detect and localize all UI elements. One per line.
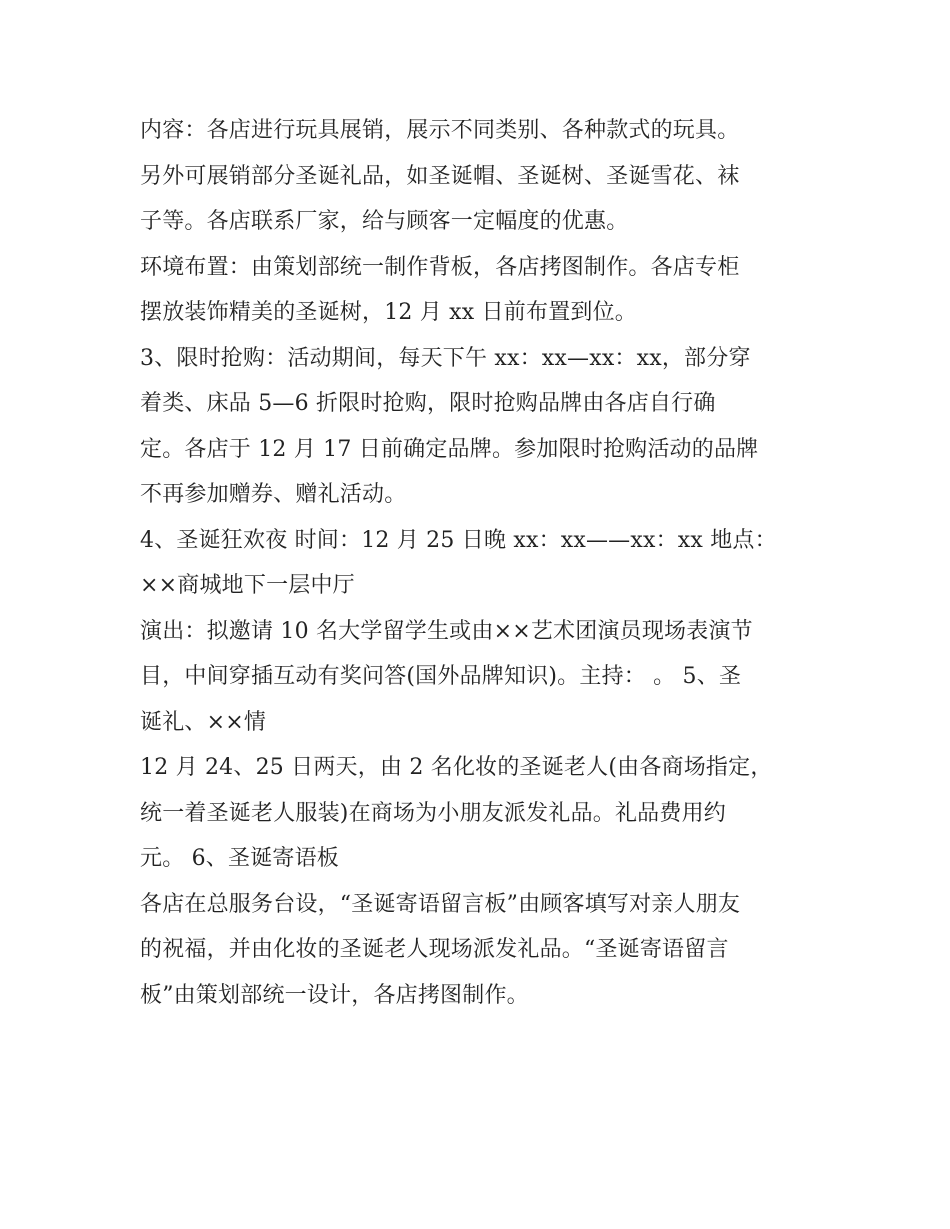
text-line: 元。 6、圣诞寄语板 [140, 846, 339, 871]
document-body [140, 108, 830, 1018]
text-line: 子等。各店联系厂家，给与顾客一定幅度的优惠。 [140, 209, 629, 234]
text-line: 演出：拟邀请 10 名大学留学生或由××艺术团演员现场表演节 [140, 618, 753, 644]
text-line: 12 月 24、25 日两天，由 2 名化妆的圣诞老人(由各商场指定， [140, 755, 773, 780]
text-line: 内容：各店进行玩具展销，展示不同类别、各种款式的玩具。 [140, 118, 740, 143]
text-line: 统一着圣诞老人服装)在商场为小朋友派发礼品。礼品费用约 [140, 800, 726, 826]
text-line: 另外可展销部分圣诞礼品，如圣诞帽、圣诞树、圣诞雪花、袜 [140, 163, 740, 189]
text-line: 板”由策划部统一设计，各店拷图制作。 [140, 982, 529, 1008]
text-line: 环境布置：由策划部统一制作背板，各店拷图制作。各店专柜 [140, 254, 740, 280]
text-line: 目，中间穿插互动有奖问答(国外品牌知识)。主持： 。 5、圣 [140, 664, 742, 689]
text-line: 4、圣诞狂欢夜 时间：12 月 25 日晚 xx：xx——xx：xx 地点： [140, 527, 777, 553]
text-line: 各店在总服务台设，“圣诞寄语留言板”由顾客填写对亲人朋友 [140, 891, 741, 917]
text-line: 诞礼、××情 [140, 709, 267, 735]
text-line: ××商城地下一层中厅 [140, 573, 355, 598]
text-line: 摆放装饰精美的圣诞树，12 月 xx 日前布置到位。 [140, 300, 637, 325]
text-line: 3、限时抢购：活动期间，每天下午 xx：xx—xx：xx，部分穿 [140, 345, 751, 371]
text-line: 不再参加赠券、赠礼活动。 [140, 482, 407, 507]
text-line: 的祝福，并由化妆的圣诞老人现场派发礼品。“圣诞寄语留言 [140, 937, 729, 962]
text-line: 着类、床品 5—6 折限时抢购，限时抢购品牌由各店自行确 [140, 391, 716, 416]
text-line: 定。各店于 12 月 17 日前确定品牌。参加限时抢购活动的品牌 [140, 436, 759, 462]
